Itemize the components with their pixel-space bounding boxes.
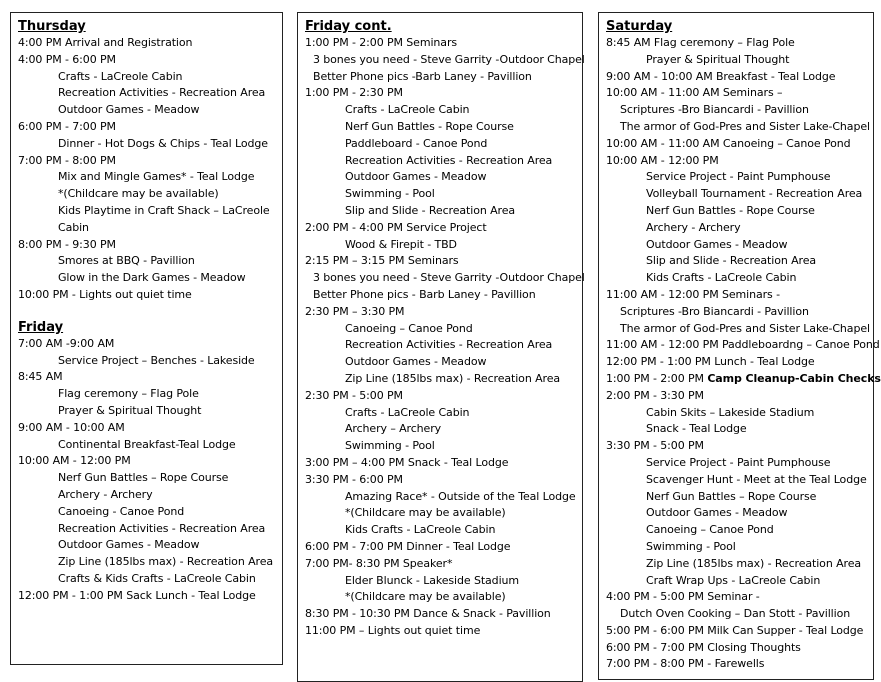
schedule-line xyxy=(606,304,873,321)
schedule-line xyxy=(305,556,582,573)
schedule-line xyxy=(18,85,282,102)
schedule-line xyxy=(606,421,873,438)
schedule-line xyxy=(606,656,873,673)
schedule-line xyxy=(606,472,873,489)
schedule-line xyxy=(18,487,282,504)
schedule-line-text: Archery – Archery xyxy=(345,422,442,436)
schedule-line-text: 2:15 PM – 3:15 PM Seminars xyxy=(305,254,459,268)
schedule-line xyxy=(606,52,873,69)
schedule-line-text: Archery - Archery xyxy=(646,220,741,234)
schedule-line xyxy=(305,522,582,539)
schedule-line-text: 10:00 AM - 11:00 AM Canoeing – Canoe Pond xyxy=(606,136,851,150)
schedule-line-text: 4:00 PM - 6:00 PM xyxy=(18,52,116,66)
schedule-line-text: Crafts & Kids Crafts - LaCreole Cabin xyxy=(58,571,256,585)
schedule-line xyxy=(18,588,282,605)
schedule-line-text: Kids Playtime in Craft Shack – LaCreole xyxy=(58,203,270,217)
schedule-line-text: *(Childcare may be available) xyxy=(58,187,219,201)
schedule-line xyxy=(18,369,282,386)
schedule-line xyxy=(606,438,873,455)
schedule-line-text: 9:00 AM - 10:00 AM Breakfast - Teal Lodge xyxy=(606,69,836,83)
schedule-line-text: *(Childcare may be available) xyxy=(345,506,506,520)
schedule-line-text: 11:00 AM - 12:00 PM Seminars - xyxy=(606,287,780,301)
schedule-line-text: Wood & Firepit - TBD xyxy=(345,237,457,251)
schedule-line-text: Mix and Mingle Games* - Teal Lodge xyxy=(58,170,255,184)
schedule-line xyxy=(18,403,282,420)
schedule-line xyxy=(606,455,873,472)
schedule-line-text: Smores at BBQ - Pavillion xyxy=(58,254,195,268)
schedule-line xyxy=(606,85,873,102)
schedule-line xyxy=(18,203,282,220)
schedule-line-text: 12:00 PM - 1:00 PM Lunch - Teal Lodge xyxy=(606,355,815,369)
schedule-line xyxy=(18,420,282,437)
schedule-line xyxy=(305,153,582,170)
schedule-line xyxy=(18,554,282,571)
schedule-line-text: Slip and Slide - Recreation Area xyxy=(646,254,817,268)
schedule-line-text: Service Project – Benches - Lakeside xyxy=(58,353,255,367)
schedule-line xyxy=(305,169,582,186)
schedule-line xyxy=(606,405,873,422)
schedule-line xyxy=(305,405,582,422)
schedule-line-text: Archery - Archery xyxy=(58,487,153,501)
schedule-line xyxy=(18,287,282,304)
schedule-line-text: Outdoor Games - Meadow xyxy=(345,355,487,369)
schedule-line xyxy=(305,489,582,506)
schedule-line-text: 11:00 PM – Lights out quiet time xyxy=(305,623,481,637)
schedule-line-text: Dinner - Hot Dogs & Chips - Teal Lodge xyxy=(58,136,268,150)
schedule-line-text: 3:30 PM - 6:00 PM xyxy=(305,472,403,486)
schedule-line xyxy=(305,573,582,590)
schedule-line xyxy=(305,388,582,405)
schedule-line-text: Better Phone pics - Barb Laney - Pavillion xyxy=(313,287,536,301)
schedule-line-text: 3:30 PM - 5:00 PM xyxy=(606,439,704,453)
schedule-line-text: The armor of God-Pres and Sister Lake-Chapel xyxy=(620,321,870,335)
schedule-line xyxy=(18,470,282,487)
schedule-line xyxy=(18,571,282,588)
schedule-line-text: 7:00 PM - 8:00 PM - Farewells xyxy=(606,657,765,671)
schedule-line xyxy=(18,35,282,52)
schedule-line-text: Outdoor Games - Meadow xyxy=(646,237,788,251)
schedule-line-text: Volleyball Tournament - Recreation Area xyxy=(646,187,863,201)
schedule-line xyxy=(18,353,282,370)
schedule-line xyxy=(305,354,582,371)
schedule-line-text: Cabin xyxy=(58,220,89,234)
schedule-line-text: 5:00 PM - 6:00 PM Milk Can Supper - Teal Lodge xyxy=(606,623,864,637)
schedule-line-text: Dutch Oven Cooking – Dan Stott - Pavillion xyxy=(620,607,851,621)
day-heading: Thursday xyxy=(18,19,86,34)
schedule-line xyxy=(305,606,582,623)
schedule-line-text: Service Project - Paint Pumphouse xyxy=(646,455,831,469)
schedule-line-text: Zip Line (185lbs max) - Recreation Area xyxy=(345,371,560,385)
schedule-column-1 xyxy=(10,12,283,665)
schedule-line xyxy=(606,589,873,606)
schedule-line-text: 1:00 PM - 2:30 PM xyxy=(305,86,403,100)
schedule-line-text: Craft Wrap Ups - LaCreole Cabin xyxy=(646,573,821,587)
schedule-line-text: Canoeing – Canoe Pond xyxy=(345,321,473,335)
schedule-line xyxy=(305,220,582,237)
schedule-line xyxy=(305,337,582,354)
schedule-line-text: Recreation Activities - Recreation Area xyxy=(345,338,553,352)
schedule-line-text: 8:00 PM - 9:30 PM xyxy=(18,237,116,251)
schedule-line xyxy=(18,52,282,69)
schedule-line-text: 2:00 PM - 3:30 PM xyxy=(606,388,704,402)
schedule-line xyxy=(606,220,873,237)
schedule-line xyxy=(305,52,585,69)
schedule-line-text: 2:00 PM - 4:00 PM Service Project xyxy=(305,220,487,234)
schedule-line-text: 6:00 PM - 7:00 PM xyxy=(18,119,116,133)
schedule-line xyxy=(606,522,873,539)
schedule-line-text: Swimming - Pool xyxy=(345,439,435,453)
schedule-line xyxy=(305,589,582,606)
schedule-line-text: Scavenger Hunt - Meet at the Teal Lodge xyxy=(646,472,867,486)
schedule-line-text: Flag ceremony – Flag Pole xyxy=(58,387,199,401)
schedule-column-2 xyxy=(297,12,583,682)
schedule-line xyxy=(18,153,282,170)
schedule-line xyxy=(18,253,282,270)
schedule-line xyxy=(305,539,582,556)
schedule-line-text: Recreation Activities - Recreation Area xyxy=(345,153,553,167)
schedule-line xyxy=(18,119,282,136)
schedule-line-text: Swimming - Pool xyxy=(345,187,435,201)
schedule-line xyxy=(18,237,282,254)
schedule-line-text: Prayer & Spiritual Thought xyxy=(646,52,790,66)
schedule-line xyxy=(606,354,873,371)
schedule-line xyxy=(18,453,282,470)
schedule-line xyxy=(606,388,873,405)
schedule-line-emphasis: Camp Cleanup-Cabin Checks xyxy=(707,371,881,385)
schedule-line xyxy=(606,253,873,270)
schedule-line-text: Kids Crafts - LaCreole Cabin xyxy=(646,271,797,285)
schedule-line-text: Swimming - Pool xyxy=(646,539,736,553)
schedule-line-text: The armor of God-Pres and Sister Lake-Chapel xyxy=(620,119,870,133)
schedule-line-text: 7:00 PM - 8:00 PM xyxy=(18,153,116,167)
schedule-line-text: 1:00 PM - 2:00 PM xyxy=(606,371,708,385)
schedule-line xyxy=(305,136,582,153)
schedule-line-text: 7:00 AM -9:00 AM xyxy=(18,336,115,350)
schedule-line-text: Canoeing – Canoe Pond xyxy=(646,523,774,537)
schedule-line xyxy=(18,437,282,454)
schedule-line xyxy=(606,270,873,287)
schedule-line xyxy=(18,220,282,237)
schedule-line-text: 3 bones you need - Steve Garrity -Outdoor Chapel xyxy=(313,52,585,66)
schedule-line xyxy=(606,539,873,556)
schedule-line-text: Crafts - LaCreole Cabin xyxy=(58,69,183,83)
schedule-line-text: Amazing Race* - Outside of the Teal Lodge xyxy=(345,489,576,503)
schedule-line xyxy=(606,623,873,640)
schedule-line-text: Continental Breakfast-Teal Lodge xyxy=(58,437,236,451)
schedule-line-text: 3 bones you need - Steve Garrity -Outdoor Chapel xyxy=(313,271,585,285)
schedule-line xyxy=(305,304,582,321)
schedule-line xyxy=(18,270,282,287)
schedule-line xyxy=(606,35,873,52)
schedule-line-text: Zip Line (185lbs max) - Recreation Area xyxy=(646,556,861,570)
schedule-line xyxy=(305,85,582,102)
schedule-line-text: Nerf Gun Battles – Rope Course xyxy=(58,471,229,485)
schedule-line xyxy=(606,337,880,354)
schedule-line xyxy=(606,102,873,119)
schedule-line xyxy=(18,386,282,403)
schedule-line-text: Outdoor Games - Meadow xyxy=(646,506,788,520)
schedule-line xyxy=(18,136,282,153)
schedule-column-3 xyxy=(598,12,881,680)
schedule-line-text: Scriptures -Bro Biancardi - Pavillion xyxy=(620,103,809,117)
schedule-line xyxy=(606,136,873,153)
schedule-line xyxy=(606,371,881,388)
schedule-line-text: 7:00 PM- 8:30 PM Speaker* xyxy=(305,556,453,570)
schedule-line xyxy=(18,504,282,521)
schedule-line xyxy=(606,640,873,657)
schedule-line-text: Kids Crafts - LaCreole Cabin xyxy=(345,523,496,537)
schedule-line-text: Recreation Activities - Recreation Area xyxy=(58,521,266,535)
schedule-line-text: 12:00 PM - 1:00 PM Sack Lunch - Teal Lodge xyxy=(18,588,256,602)
schedule-line-text: 1:00 PM - 2:00 PM Seminars xyxy=(305,36,457,49)
schedule-line xyxy=(18,521,282,538)
schedule-line-text: 2:30 PM - 5:00 PM xyxy=(305,388,403,402)
schedule-line-text: 10:00 PM - Lights out quiet time xyxy=(18,287,192,301)
schedule-line-text: 10:00 AM - 12:00 PM xyxy=(18,454,131,468)
schedule-line-text: Slip and Slide - Recreation Area xyxy=(345,203,516,217)
schedule-line xyxy=(606,186,873,203)
schedule-line-text: Snack - Teal Lodge xyxy=(646,422,747,436)
schedule-line xyxy=(305,253,582,270)
schedule-line-text: 8:30 PM - 10:30 PM Dance & Snack - Pavillion xyxy=(305,607,551,621)
schedule-line-text: 11:00 AM - 12:00 PM Paddleboardng – Canoe Pond xyxy=(606,338,880,352)
schedule-line-text: 10:00 AM - 12:00 PM xyxy=(606,153,719,167)
schedule-line xyxy=(305,102,582,119)
section-spacer xyxy=(18,304,282,320)
schedule-line xyxy=(18,186,282,203)
schedule-line-text: Outdoor Games - Meadow xyxy=(345,170,487,184)
schedule-line xyxy=(305,237,582,254)
schedule-line-text: Nerf Gun Battles - Rope Course xyxy=(345,119,514,133)
schedule-line-text: 8:45 AM xyxy=(18,370,63,384)
schedule-line-text: 10:00 AM - 11:00 AM Seminars – xyxy=(606,86,783,100)
schedule-line-text: Canoeing - Canoe Pond xyxy=(58,504,185,518)
day-heading: Friday cont. xyxy=(305,19,392,34)
schedule-line xyxy=(606,169,873,186)
schedule-line xyxy=(305,455,582,472)
schedule-line xyxy=(606,287,873,304)
schedule-line xyxy=(606,321,873,338)
schedule-line-text: Zip Line (185lbs max) - Recreation Area xyxy=(58,555,273,569)
day-heading: Saturday xyxy=(606,19,673,34)
schedule-line xyxy=(18,336,282,353)
schedule-line-text: Paddleboard - Canoe Pond xyxy=(345,136,488,150)
schedule-line xyxy=(305,438,582,455)
schedule-line xyxy=(606,153,873,170)
schedule-line xyxy=(18,69,282,86)
schedule-line xyxy=(606,237,873,254)
schedule-line xyxy=(606,505,873,522)
schedule-line-text: Prayer & Spiritual Thought xyxy=(58,403,202,417)
schedule-line xyxy=(18,169,282,186)
schedule-line-text: 3:00 PM – 4:00 PM Snack - Teal Lodge xyxy=(305,455,509,469)
schedule-line-text: 9:00 AM - 10:00 AM xyxy=(18,420,125,434)
schedule-line xyxy=(305,270,585,287)
schedule-line-text: Outdoor Games - Meadow xyxy=(58,103,200,117)
schedule-line xyxy=(305,69,582,86)
schedule-line-text: Service Project - Paint Pumphouse xyxy=(646,170,831,184)
schedule-line xyxy=(18,537,282,554)
schedule-line-text: *(Childcare may be available) xyxy=(345,590,506,604)
schedule-line xyxy=(606,606,873,623)
schedule-line xyxy=(606,203,873,220)
schedule-line xyxy=(305,623,582,640)
schedule-line xyxy=(305,505,582,522)
schedule-line xyxy=(305,287,582,304)
schedule-line xyxy=(606,489,873,506)
schedule-line xyxy=(305,35,582,52)
schedule-line-text: Better Phone pics -Barb Laney - Pavillion xyxy=(313,69,532,83)
schedule-line xyxy=(606,556,873,573)
schedule-line-text: 6:00 PM - 7:00 PM Dinner - Teal Lodge xyxy=(305,539,511,553)
schedule-line xyxy=(18,102,282,119)
schedule-line xyxy=(305,472,582,489)
schedule-line-text: Elder Blunck - Lakeside Stadium xyxy=(345,573,520,587)
schedule-line xyxy=(305,371,582,388)
schedule-line-text: Crafts - LaCreole Cabin xyxy=(345,103,470,117)
schedule-line-text: Nerf Gun Battles – Rope Course xyxy=(646,489,817,503)
schedule-line-text: 6:00 PM - 7:00 PM Closing Thoughts xyxy=(606,640,801,654)
schedule-line-text: Nerf Gun Battles - Rope Course xyxy=(646,203,815,217)
schedule-line-text: 4:00 PM Arrival and Registration xyxy=(18,36,193,49)
schedule-line xyxy=(606,573,873,590)
schedule-line-text: Outdoor Games - Meadow xyxy=(58,538,200,552)
schedule-line-text: Crafts - LaCreole Cabin xyxy=(345,405,470,419)
schedule-line xyxy=(305,321,582,338)
schedule-line-text: Recreation Activities - Recreation Area xyxy=(58,86,266,100)
schedule-line-text: 2:30 PM – 3:30 PM xyxy=(305,304,405,318)
schedule-line xyxy=(305,203,582,220)
schedule-line xyxy=(305,119,582,136)
schedule-line-text: 4:00 PM - 5:00 PM Seminar - xyxy=(606,590,760,604)
schedule-line-text: Cabin Skits – Lakeside Stadium xyxy=(646,405,815,419)
day-heading: Friday xyxy=(18,319,64,335)
schedule-line xyxy=(305,186,582,203)
schedule-line xyxy=(606,119,873,136)
schedule-line xyxy=(606,69,873,86)
schedule-line-text: Scriptures -Bro Biancardi - Pavillion xyxy=(620,304,809,318)
schedule-line-text: Glow in the Dark Games - Meadow xyxy=(58,271,246,285)
schedule-line-text: 8:45 AM Flag ceremony – Flag Pole xyxy=(606,36,795,49)
schedule-line xyxy=(305,421,582,438)
